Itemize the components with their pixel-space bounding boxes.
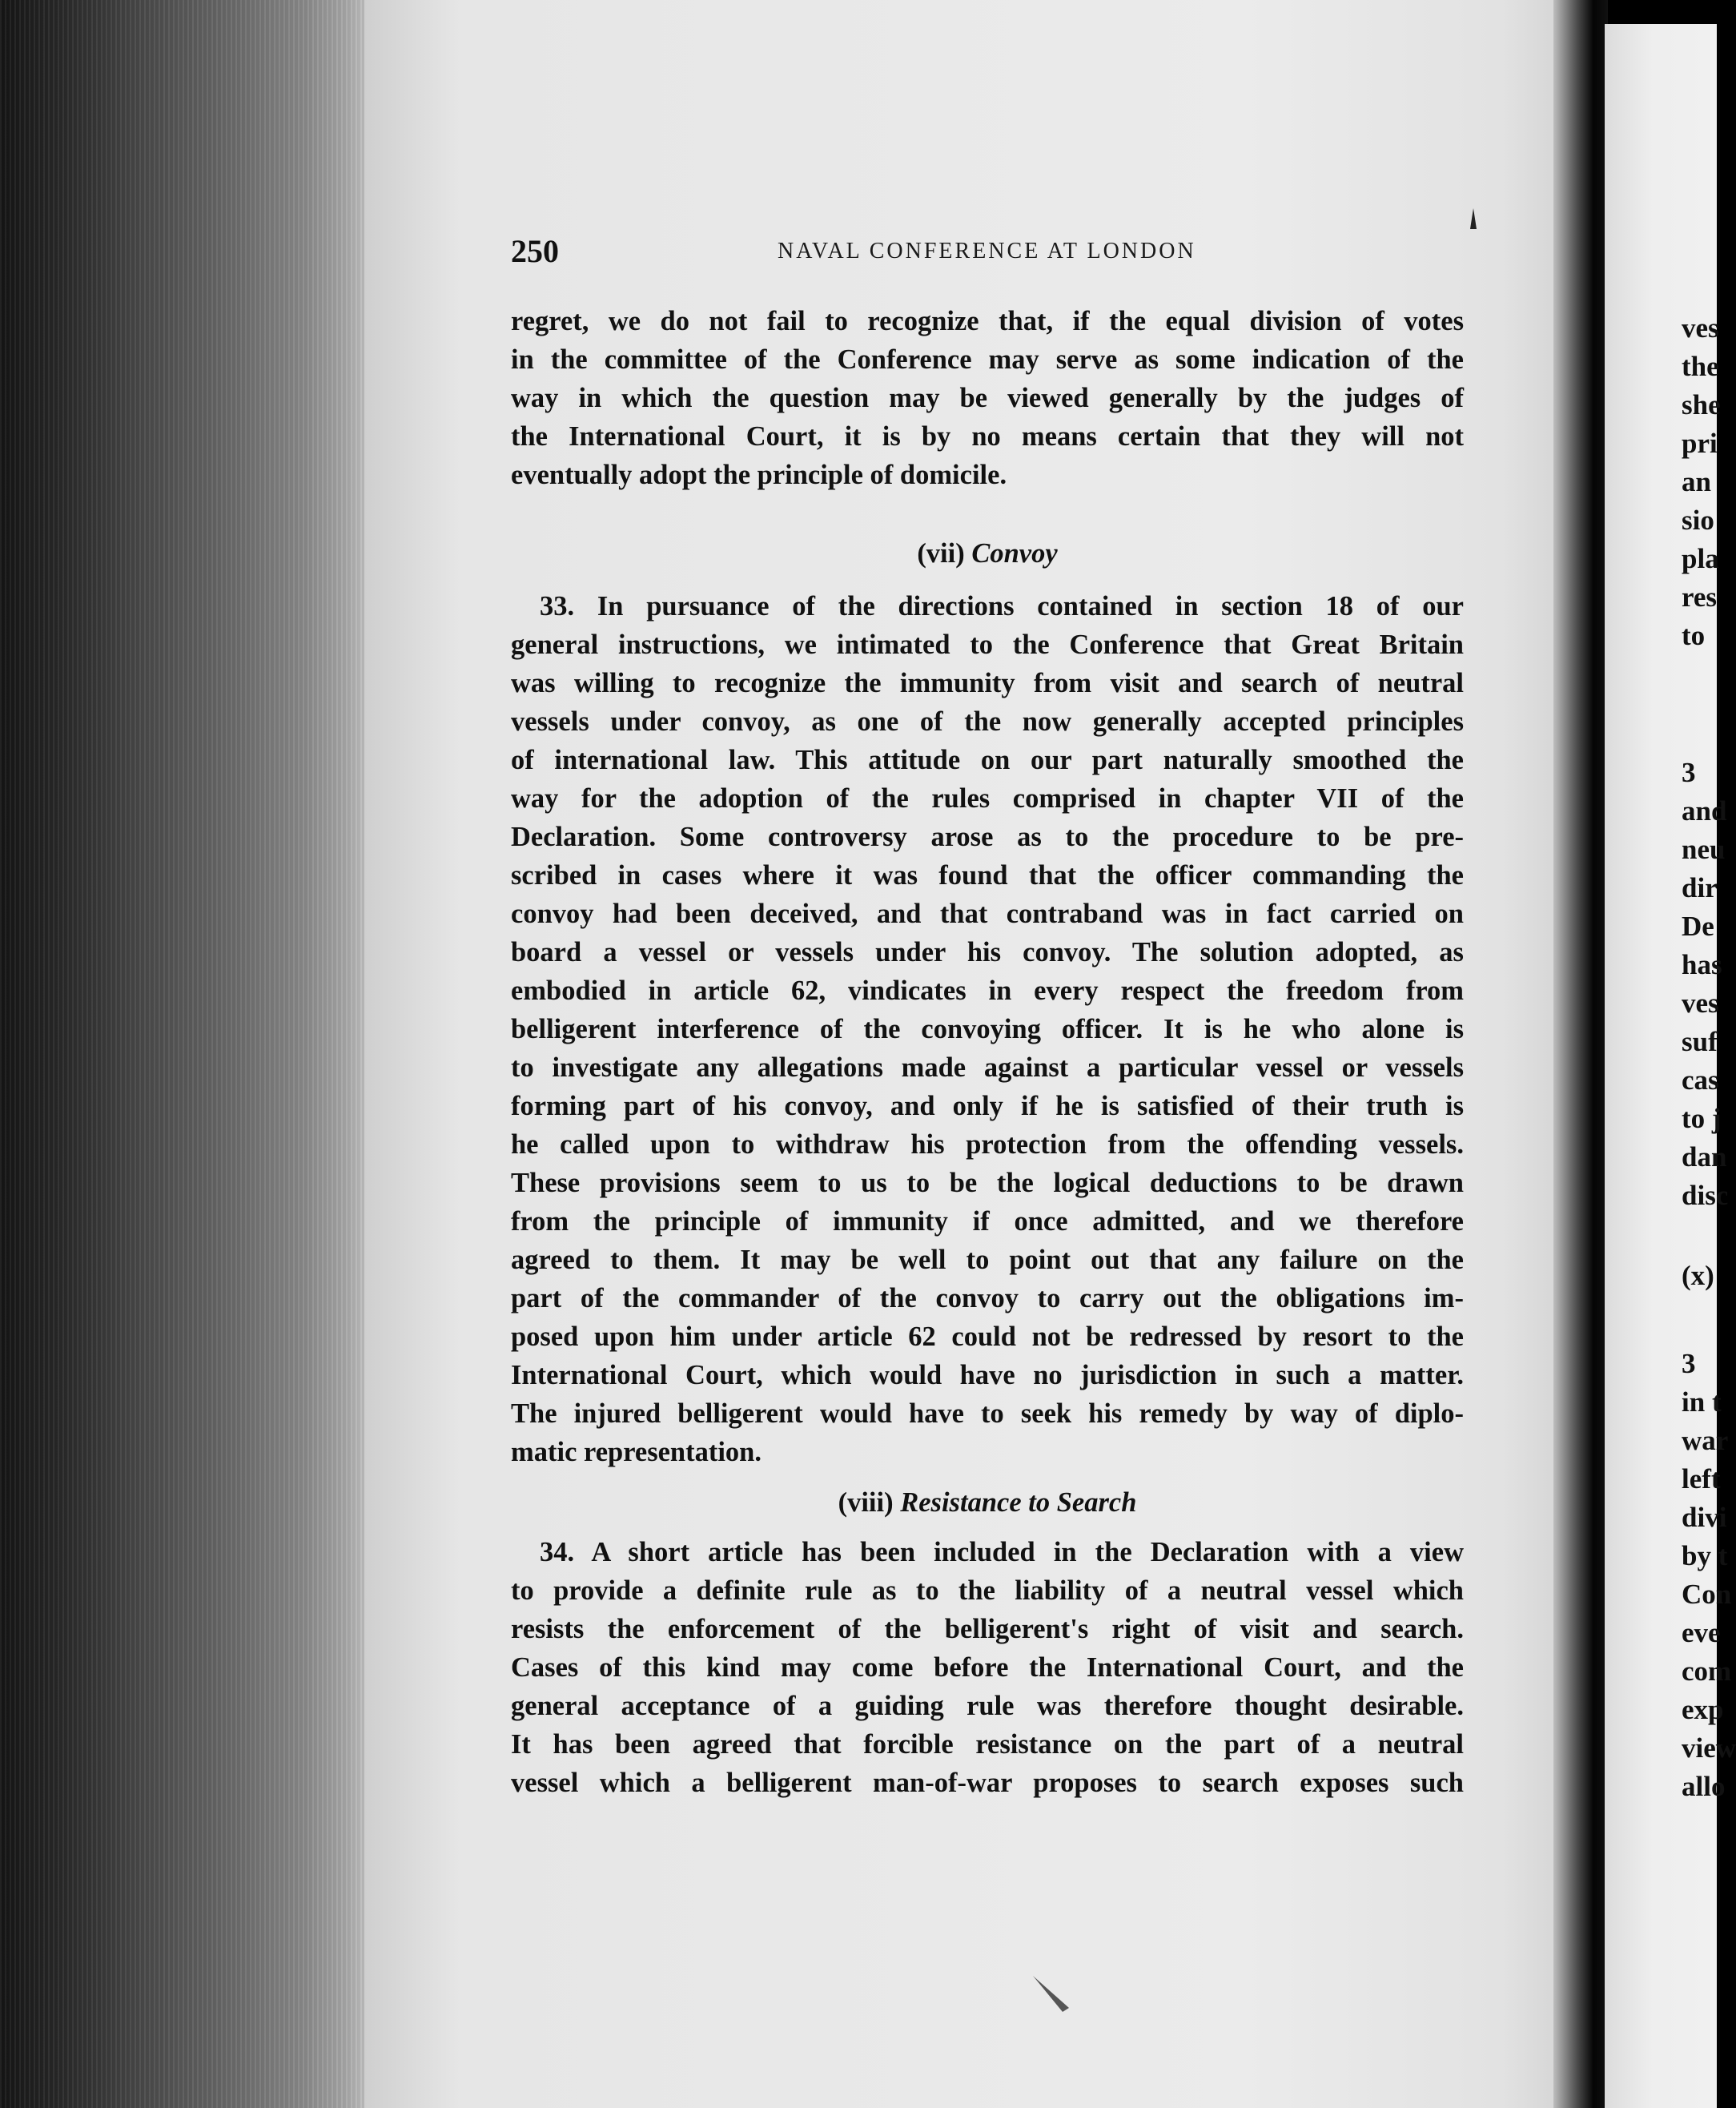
facing-text: disc — [1682, 1180, 1729, 1211]
text-line: general acceptance of a guiding rule was therefore thought desirable. — [511, 1691, 1464, 1721]
facing-text: ves — [1682, 312, 1719, 344]
facing-text: exp — [1682, 1694, 1724, 1725]
facing-text: suf — [1682, 1026, 1718, 1057]
text-line: to provide a definite rule as to the liability of a neutral vessel which — [511, 1575, 1464, 1606]
facing-text: 3 — [1682, 1348, 1696, 1379]
facing-text: sio — [1682, 505, 1714, 536]
text-line: posed upon him under article 62 could not be redressed by resort to the — [511, 1322, 1464, 1352]
facing-text: she — [1682, 389, 1721, 420]
text-line: the International Court, it is by no means certain that they will not — [511, 421, 1464, 452]
text-line: convoy had been deceived, and that contraband was in fact carried on — [511, 899, 1464, 929]
text-line: vessel which a belligerent man-of-war proposes to search exposes such — [511, 1768, 1464, 1798]
running-head: NAVAL CONFERENCE AT LONDON — [778, 239, 1196, 264]
facing-text: pla — [1682, 543, 1719, 574]
facing-text: to — [1682, 620, 1706, 651]
section-heading-convoy — [511, 534, 1464, 573]
facing-text: left — [1682, 1463, 1721, 1495]
text-line: in the committee of the Conference may serve as some indication of the — [511, 344, 1464, 375]
facing-text: Con — [1682, 1579, 1732, 1610]
scan-artifact — [1465, 207, 1481, 239]
facing-text: to j — [1682, 1103, 1722, 1134]
facing-text: 3 — [1682, 757, 1696, 788]
text-line: way in which the question may be viewed generally by the judges of — [511, 383, 1464, 413]
section-number: (viii) — [838, 1487, 894, 1518]
text-line: from the principle of immunity if once admitted, and we therefore — [511, 1206, 1464, 1237]
text-line: general instructions, we intimated to the Conference that Great Britain — [511, 630, 1464, 660]
facing-text: neu — [1682, 834, 1726, 865]
facing-text: res — [1682, 581, 1718, 613]
facing-page-fragment — [1605, 24, 1736, 2108]
page-header — [511, 232, 1464, 272]
text-line: he called upon to withdraw his protection from the offending vessels. — [511, 1129, 1464, 1160]
text-line: Declaration. Some controversy arose as to the procedure to be pre- — [511, 822, 1464, 852]
text-line: forming part of his convoy, and only if he is satisfied of their truth is — [511, 1091, 1464, 1121]
facing-text: an — [1682, 466, 1711, 497]
text-line: eventually adopt the principle of domicile. — [511, 460, 1007, 490]
facing-text: divi — [1682, 1502, 1727, 1533]
text-line: part of the commander of the convoy to carry out the obligations im- — [511, 1283, 1464, 1313]
page-number: 250 — [511, 233, 559, 269]
section-title: Convoy — [971, 538, 1058, 569]
scan-artifact — [1029, 1972, 1077, 2020]
facing-text: and — [1682, 795, 1727, 827]
facing-text: pri — [1682, 428, 1718, 459]
facing-text: view — [1682, 1732, 1736, 1764]
facing-text: cas — [1682, 1064, 1719, 1096]
text-line: way for the adoption of the rules comprised in chapter VII of the — [511, 783, 1464, 814]
facing-text: (x) — [1682, 1260, 1714, 1291]
facing-text: in t — [1682, 1386, 1722, 1418]
facing-text: dir — [1682, 872, 1718, 903]
text-line: Cases of this kind may come before the International Court, and the — [511, 1652, 1464, 1683]
text-line: of international law. This attitude on our part naturally smoothed the — [511, 745, 1464, 775]
text-line: These provisions seem to us to be the logical deductions to be drawn — [511, 1168, 1464, 1198]
facing-text: allo — [1682, 1771, 1726, 1802]
text-line: regret, we do not fail to recognize that, if the equal division of votes — [511, 306, 1464, 336]
text-line: resists the enforcement of the belligerent's right of visit and search. — [511, 1614, 1464, 1644]
section-title: Resistance to Search — [900, 1487, 1137, 1518]
facing-text: com — [1682, 1655, 1732, 1687]
facing-text: the — [1682, 351, 1719, 382]
section-heading-resistance-to-search — [511, 1483, 1464, 1522]
text-line: scribed in cases where it was found that the officer commanding the — [511, 860, 1464, 891]
text-line: It has been agreed that forcible resistance on the part of a neutral — [511, 1729, 1464, 1760]
text-line: vessels under convoy, as one of the now generally accepted principles — [511, 706, 1464, 737]
text-line: belligerent interference of the convoying officer. It is he who alone is — [511, 1014, 1464, 1044]
text-line: embodied in article 62, vindicates in every respect the freedom from — [511, 976, 1464, 1006]
text-line: matic representation. — [511, 1437, 762, 1467]
facing-text: ves — [1682, 988, 1719, 1019]
text-line: to investigate any allegations made against a particular vessel or vessels — [511, 1052, 1464, 1083]
facing-text: war — [1682, 1425, 1729, 1456]
facing-text: eve — [1682, 1617, 1721, 1648]
book-fold — [1553, 0, 1608, 2108]
text-line: 33. In pursuance of the directions contained in section 18 of our — [540, 591, 1464, 622]
facing-text: has — [1682, 949, 1722, 980]
text-line: board a vessel or vessels under his convoy. The solution adopted, as — [511, 937, 1464, 968]
text-line: agreed to them. It may be well to point out that any failure on the — [511, 1245, 1464, 1275]
text-line: International Court, which would have no jurisdiction in such a matter. — [511, 1360, 1464, 1390]
book-page-edges — [0, 0, 368, 2108]
text-line: 34. A short article has been included in the Declaration with a view — [540, 1537, 1464, 1567]
facing-text: dan — [1682, 1141, 1727, 1173]
section-number: (vii) — [917, 538, 965, 569]
facing-text: by t — [1682, 1540, 1728, 1571]
text-line: was willing to recognize the immunity from visit and search of neutral — [511, 668, 1464, 698]
text-line: The injured belligerent would have to seek his remedy by way of diplo- — [511, 1398, 1464, 1429]
facing-text: De — [1682, 911, 1714, 942]
